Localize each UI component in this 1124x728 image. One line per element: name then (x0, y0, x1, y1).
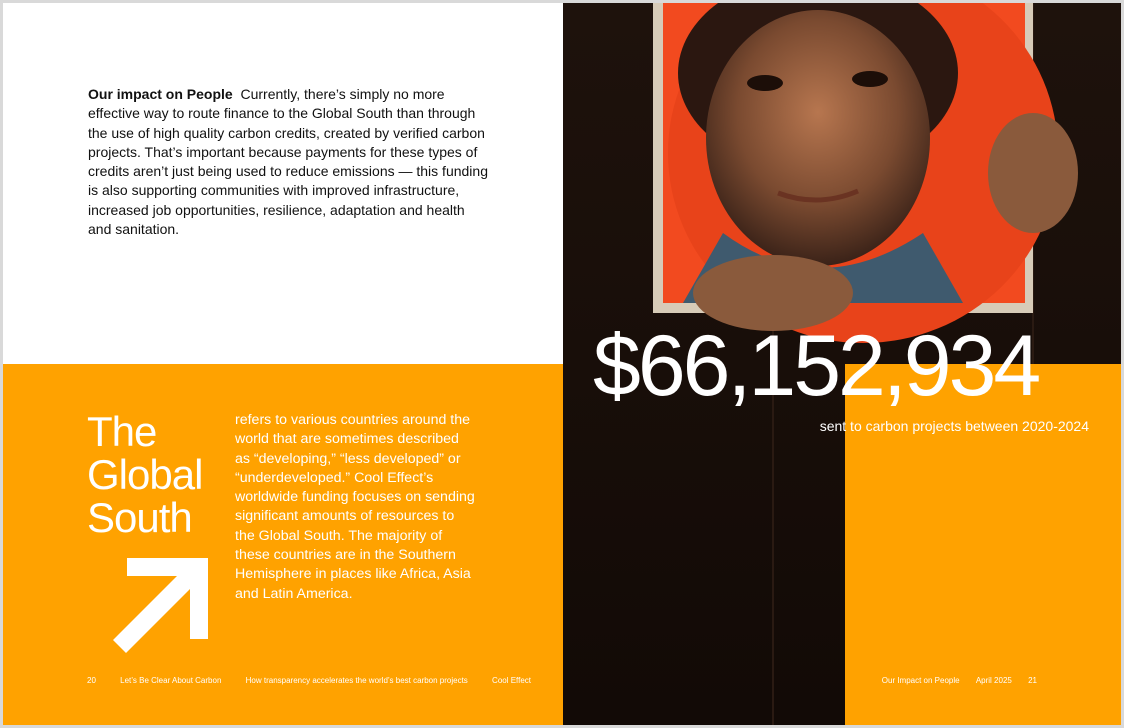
document-spread (3, 3, 1121, 725)
footer-left (87, 676, 553, 685)
intro-body: Currently, there’s simply no more effective way to route finance to the Global South than through the use of high quality carbon credits, created by verified carbon projects. That’s important because payments for these types of credits aren’t just being used to reduce emissions — this funding is also supporting communities with improved infrastructure, increased job opportunities, resilience, adaptation and health and sanitation. (88, 86, 488, 238)
publication-title: Let’s Be Clear About Carbon (120, 676, 222, 685)
title-line: The (87, 408, 157, 455)
issue-date: April 2025 (975, 676, 1012, 685)
global-south-definition: refers to various countries around the world that are sometimes described as “developing,” “less developed” or “underdeveloped.” Cool Effect’s worldwide funding focuses on sending significant amounts of resources to the Global South. The majority of these countries are in the Southern Hemisphere in places like Africa, Asia and Latin America. (235, 412, 475, 602)
title-line: South (87, 494, 192, 541)
arrow-up-right-icon (113, 558, 208, 653)
footer-right (868, 676, 1037, 685)
left-page (3, 3, 563, 725)
brand-name: Cool Effect (492, 676, 532, 685)
publication-subtitle: How transparency accelerates the world’s best carbon projects (245, 676, 468, 685)
global-south-title (87, 410, 227, 539)
section-name: Our Impact on People (881, 676, 960, 685)
right-page (563, 3, 1121, 725)
title-line: Global (87, 451, 203, 498)
funding-caption: sent to carbon projects between 2020-2024 (819, 418, 1089, 434)
intro-heading: Our impact on People (88, 86, 233, 102)
page-number: 20 (87, 676, 96, 685)
intro-paragraph (88, 85, 488, 239)
funding-amount: $66,152,934 (593, 318, 1039, 414)
page-number: 21 (1028, 676, 1037, 685)
